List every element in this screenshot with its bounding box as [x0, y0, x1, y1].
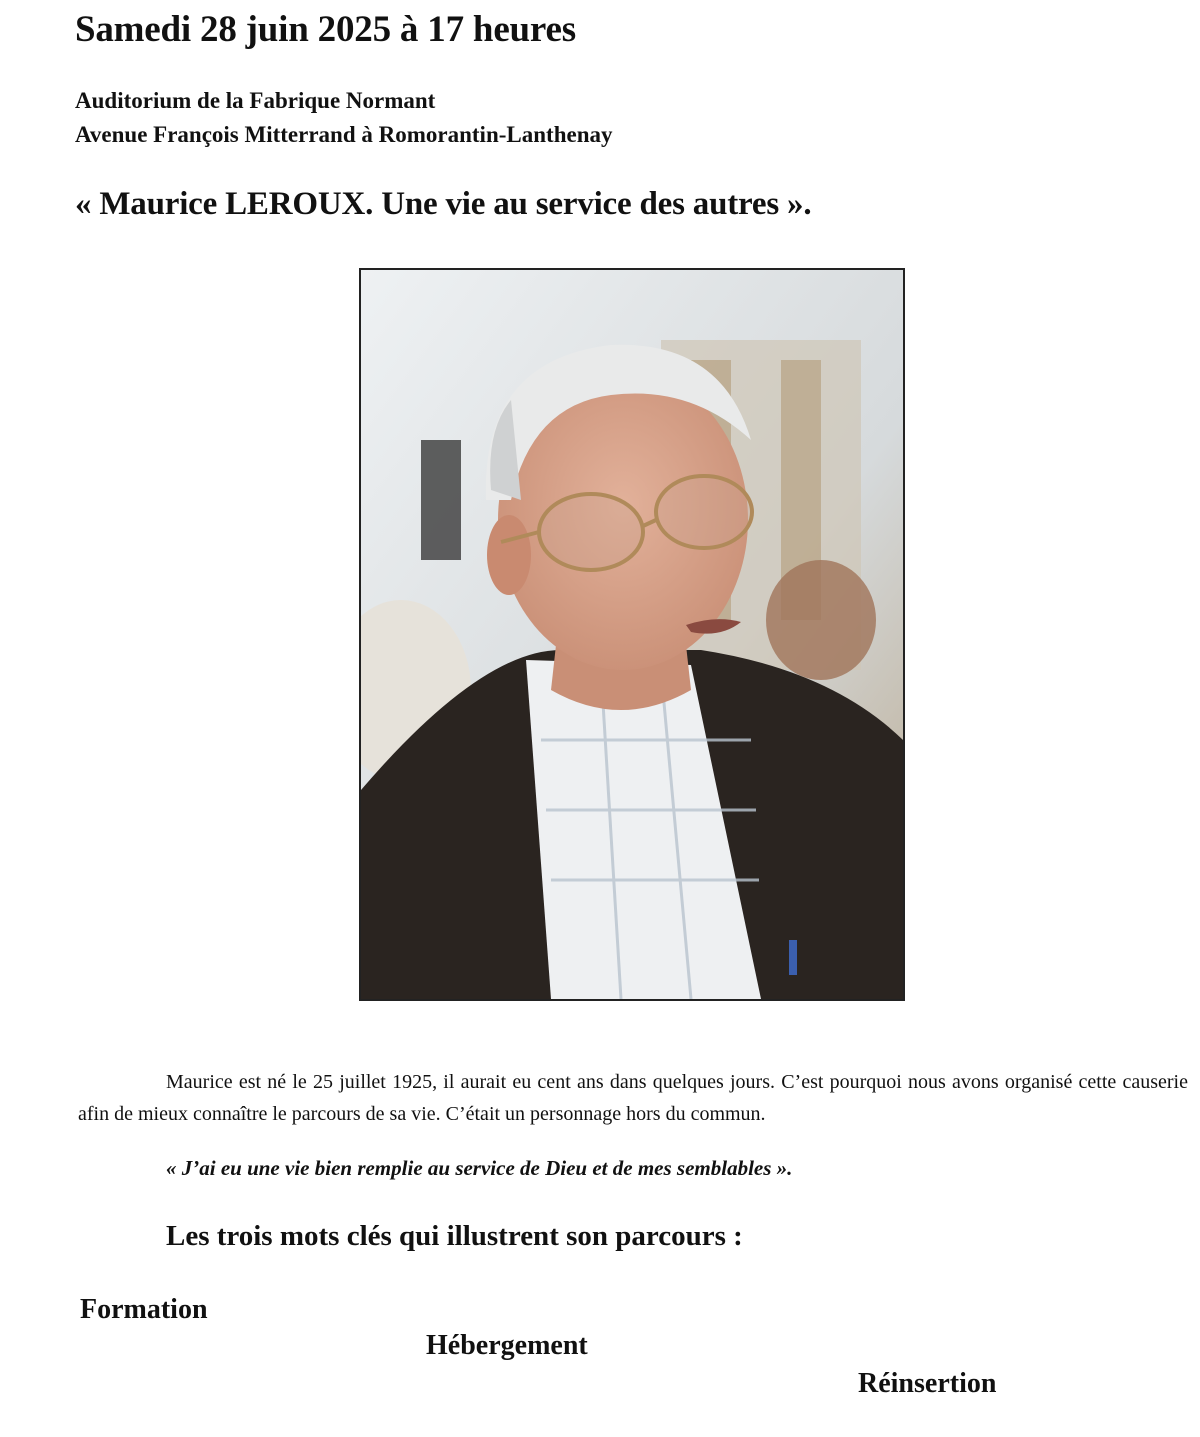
keyword-hebergement: Hébergement	[426, 1330, 588, 1361]
keyword-reinsertion: Réinsertion	[858, 1368, 997, 1399]
event-date-time: Samedi 28 juin 2025 à 17 heures	[75, 9, 576, 50]
keyword-formation: Formation	[80, 1294, 208, 1325]
keywords-heading: Les trois mots clés qui illustrent son parcours :	[166, 1220, 743, 1252]
body-paragraph-text: Maurice est né le 25 juillet 1925, il aurait eu cent ans dans quelques jours. C’est pourquoi nous avons organisé cette causerie afin de mieux connaître le parcours de sa vie. C’était un personnage hors du commun.	[78, 1071, 1188, 1125]
portrait-photo	[359, 268, 905, 1001]
portrait-photo-icon	[361, 270, 903, 999]
quote: « J’ai eu une vie bien remplie au service de Dieu et de mes semblables ».	[166, 1156, 793, 1180]
body-paragraph	[78, 1066, 1188, 1130]
venue-name: Auditorium de la Fabrique Normant	[75, 88, 436, 113]
venue-address: Avenue François Mitterrand à Romorantin-Lanthenay	[75, 122, 613, 147]
talk-title: « Maurice LEROUX. Une vie au service des autres ».	[75, 186, 812, 222]
